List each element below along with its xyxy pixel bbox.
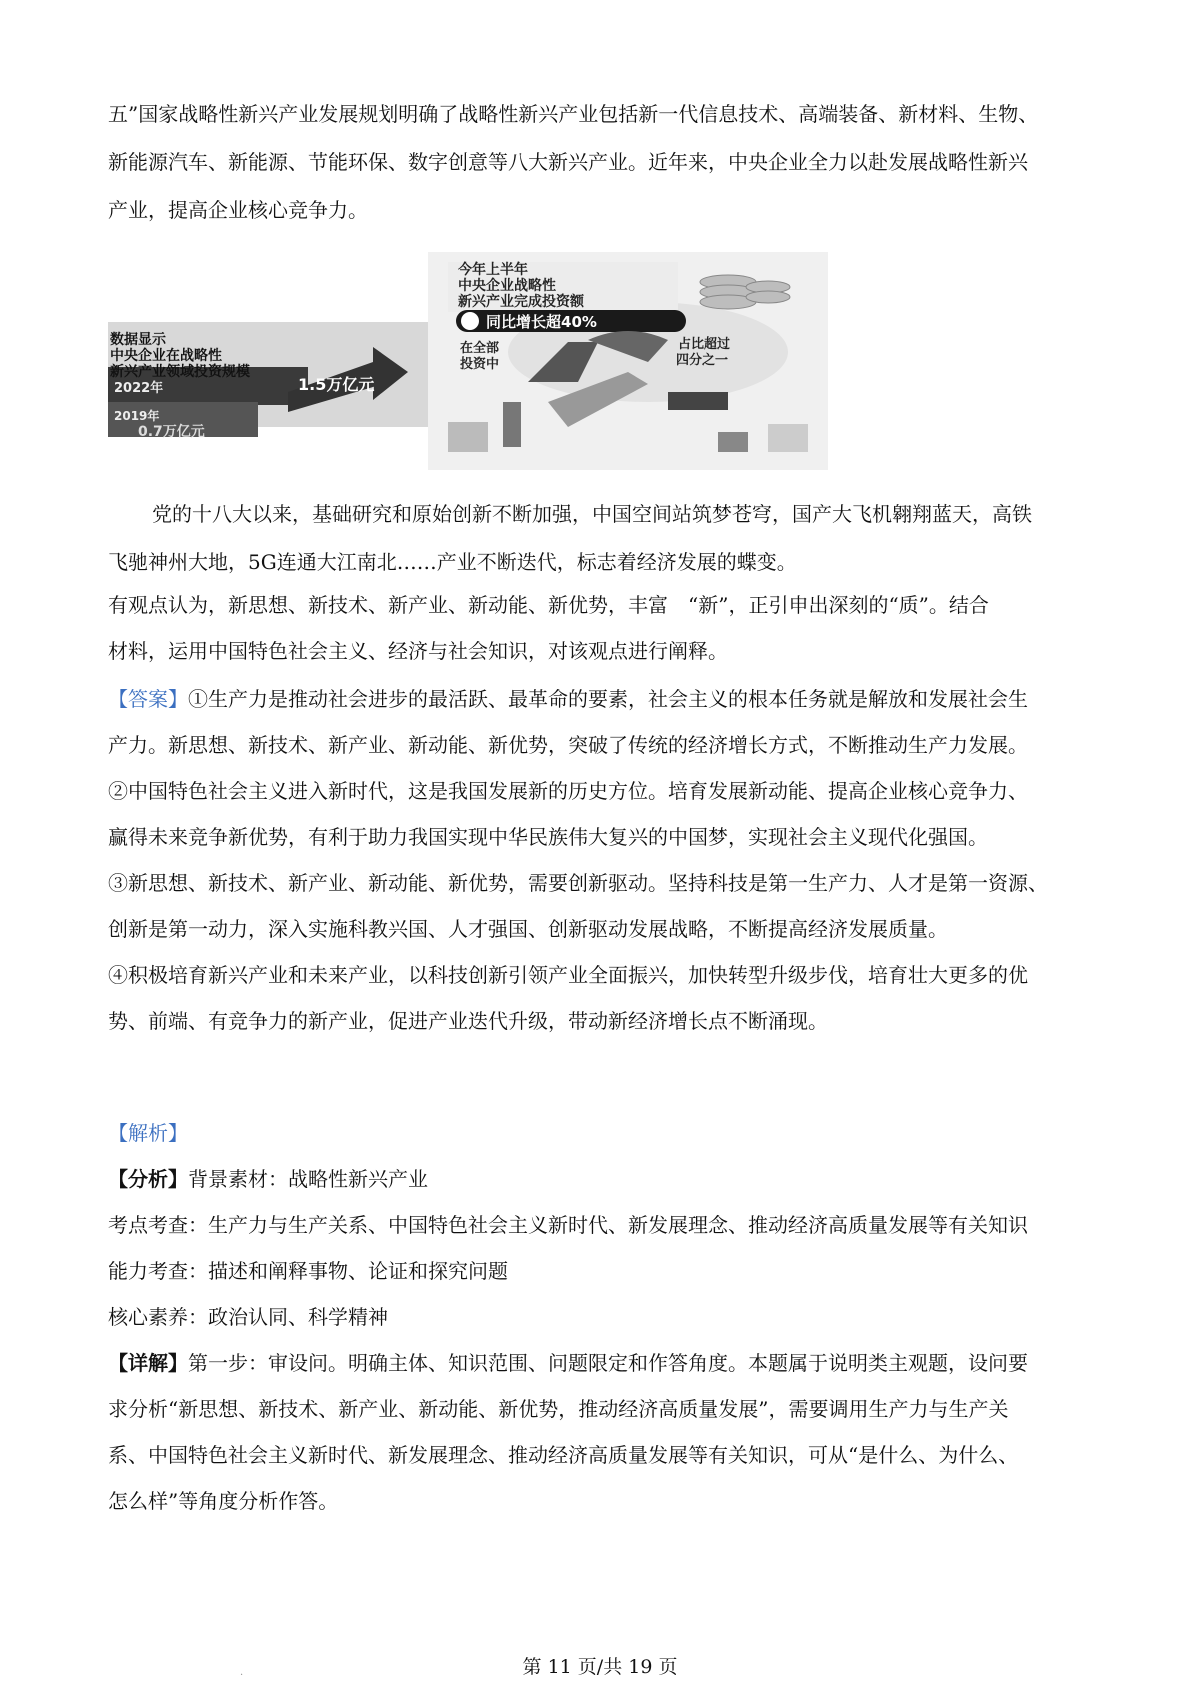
text-line: 第一步：审设问。明确主体、知识范围、问题限定和作答角度。本题属于说明类主观题，设问要: [188, 1351, 1028, 1375]
text-line: ④积极培育新兴产业和未来产业，以科技创新引领产业全面振兴，加快转型升级步伐，培育壮大更多的优: [108, 963, 1028, 987]
intro-paragraph: [108, 90, 1096, 234]
answer-tag: 【答案】: [108, 687, 188, 711]
text-line: 材料，运用中国特色社会主义、经济与社会知识，对该观点进行阐释。: [108, 639, 728, 663]
kaodian-line: 考点考查：生产力与生产关系、中国特色社会主义新时代、新发展理念、推动经济高质量发展等有关知识: [108, 1213, 1028, 1237]
right-title-1: 今年上半年: [458, 262, 528, 278]
context-paragraph: [108, 490, 1096, 586]
left-value-2022: 1.5万亿元: [298, 375, 375, 394]
answer-section: [108, 676, 1096, 1044]
text-line: ③新思想、新技术、新产业、新动能、新优势，需要创新驱动。坚持科技是第一生产力、人才是第一资源、: [108, 871, 1048, 895]
text-line: 飞驰神州大地，5G连通大江南北……产业不断迭代，标志着经济发展的蝶变。: [108, 550, 797, 574]
text-line: 势、前端、有竞争力的新产业，促进产业迭代升级，带动新经济增长点不断涌现。: [108, 1009, 828, 1033]
text-line: 求分析“新思想、新技术、新产业、新动能、新优势，推动经济高质量发展”，需要调用生产力与生产关: [108, 1397, 1009, 1421]
text-line: ②中国特色社会主义进入新时代，这是我国发展新的历史方位。培育发展新动能、提高企业核心竞争力、: [108, 779, 1028, 803]
answer-line-1: [108, 676, 1096, 722]
footer-dot: ·: [240, 1670, 244, 1681]
text-line: 有观点认为，新思想、新技术、新产业、新动能、新优势，丰富 “新”，正引申出深刻的“质”。结合: [108, 593, 989, 617]
left-title-1: 数据显示: [110, 332, 166, 348]
text-line: 产业，提高企业核心竞争力。: [108, 198, 368, 222]
text-line: 产力。新思想、新技术、新产业、新动能、新优势，突破了传统的经济增长方式，不断推动生产力发展。: [108, 733, 1028, 757]
page-number: 第 11 页/共 19 页: [522, 1656, 678, 1678]
text-line: 赢得未来竞争新优势，有利于助力我国实现中华民族伟大复兴的中国梦，实现社会主义现代化强国。: [108, 825, 988, 849]
fenxi-line: [108, 1156, 1096, 1202]
left-value-2019: 0.7万亿元: [138, 424, 205, 440]
right-share-value-1: 占比超过: [678, 337, 731, 352]
infographic-image: [108, 252, 828, 470]
analysis-tag: 【解析】: [108, 1121, 188, 1145]
text-line: 党的十八大以来，基础研究和原始创新不断加强，中国空间站筑梦苍穹，国产大飞机翱翔蓝天，高铁: [152, 502, 1032, 526]
text-line: ①生产力是推动社会进步的最活跃、最革命的要素，社会主义的根本任务就是解放和发展社会生: [188, 687, 1028, 711]
xiangjie-tag: 【详解】: [108, 1351, 188, 1375]
left-title-3: 新兴产业领域投资规模: [110, 364, 250, 380]
right-share-label-2: 投资中: [460, 357, 500, 372]
right-share-label-1: 在全部: [460, 341, 500, 356]
xiangjie-line-1: [108, 1340, 1096, 1386]
left-title-2: 中央企业在战略性: [110, 348, 222, 364]
suyang-line: 核心素养：政治认同、科学精神: [108, 1305, 388, 1329]
fenxi-text: 背景素材：战略性新兴产业: [188, 1167, 428, 1191]
fenxi-tag: 【分析】: [108, 1167, 188, 1191]
right-growth: 同比增长超40%: [486, 313, 597, 331]
right-title-3: 新兴产业完成投资额: [458, 294, 584, 310]
text-line: 系、中国特色社会主义新时代、新发展理念、推动经济高质量发展等有关知识，可从“是什么、为什么、: [108, 1443, 1019, 1467]
right-title-2: 中央企业战略性: [458, 278, 556, 294]
left-year-2019: 2019年: [114, 409, 160, 423]
question-paragraph: [108, 582, 1096, 674]
text-line: 五”国家战略性新兴产业发展规划明确了战略性新兴产业包括新一代信息技术、高端装备、新材料、生物、: [108, 102, 1039, 126]
text-line: 新能源汽车、新能源、节能环保、数字创意等八大新兴产业。近年来，中央企业全力以赴发展战略性新兴: [108, 150, 1028, 174]
right-share-value-2: 四分之一: [676, 353, 729, 368]
text-line: 创新是第一动力，深入实施科教兴国、人才强国、创新驱动发展战略，不断提高经济发展质量。: [108, 917, 948, 941]
infographic-svg: [108, 252, 828, 470]
analysis-section: [108, 1110, 1096, 1524]
nengli-line: 能力考查：描述和阐释事物、论证和探究问题: [108, 1259, 508, 1283]
left-year-2022: 2022年: [114, 381, 164, 396]
text-line: 怎么样”等角度分析作答。: [108, 1489, 339, 1513]
